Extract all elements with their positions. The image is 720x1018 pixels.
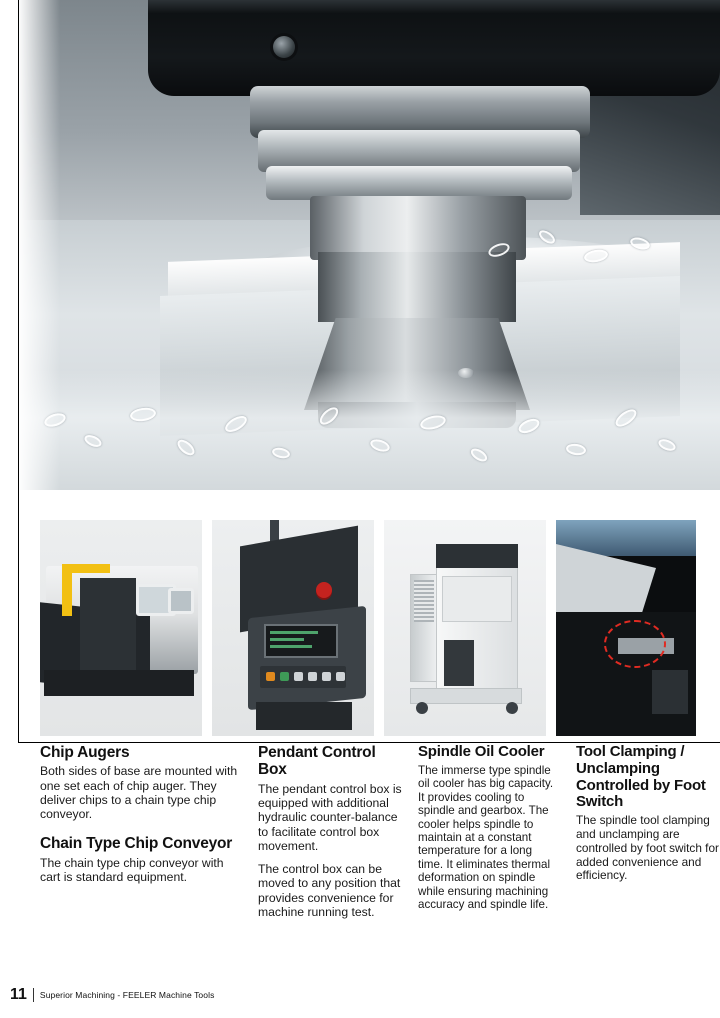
text-chain-type-chip-conveyor: The chain type chip conveyor with cart is standard equipment. bbox=[40, 855, 224, 885]
footer-caption: Superior Machining - FEELER Machine Tools bbox=[39, 990, 215, 1000]
column-tool-clamping bbox=[576, 744, 720, 892]
page-number: 11 bbox=[10, 986, 27, 1003]
feature-photo-strip bbox=[40, 520, 720, 736]
pendant-control-box-photo bbox=[212, 520, 374, 736]
hero-left-fade bbox=[18, 0, 60, 490]
heading-chain-type-chip-conveyor: Chain Type Chip Conveyor bbox=[40, 835, 233, 853]
hero-spindle-photo bbox=[18, 0, 720, 490]
chip-auger-machine-photo bbox=[40, 520, 202, 736]
column-chip-augers bbox=[40, 744, 240, 893]
column-spindle-oil-cooler bbox=[418, 744, 558, 921]
feature-text-columns bbox=[40, 744, 720, 994]
text-spindle-oil-cooler: The immerse type spindle oil cooler has big capacity. It provides cooling to spindle and gearbox. The cooler helps spindle to maintain at a constant temperature for a long time. It eliminates thermal deformation on spindle while ensuring machining accuracy and spindle life. bbox=[418, 763, 554, 912]
column-pendant-control-box bbox=[258, 744, 406, 928]
text-tool-clamping: The spindle tool clamping and unclamping are controlled by foot switch for added convenience and efficiency. bbox=[576, 813, 719, 883]
footer-divider bbox=[33, 988, 34, 1002]
heading-chip-augers: Chip Augers bbox=[40, 744, 130, 761]
chip-field bbox=[18, 370, 720, 490]
spindle-head-housing bbox=[148, 0, 720, 96]
text-chip-augers: Both sides of base are mounted with one set each of chip auger. They deliver chips to a chain type chip conveyor. bbox=[40, 764, 238, 822]
heading-pendant-control-box: Pendant Control Box bbox=[258, 744, 376, 779]
text-pendant-control-box-2: The control box can be moved to any position that provides convenience for machine running test. bbox=[258, 862, 401, 919]
spindle-oil-cooler-photo bbox=[384, 520, 546, 736]
page-footer bbox=[10, 984, 410, 1006]
spindle-ring bbox=[266, 166, 572, 200]
highlight-circle-annotation bbox=[604, 620, 666, 668]
page-left-rule bbox=[18, 0, 19, 742]
housing-bolt bbox=[273, 36, 295, 58]
text-pendant-control-box-1: The pendant control box is equipped with additional hydraulic counter-balance to facilitate control box movement. bbox=[258, 781, 402, 853]
tool-holder bbox=[318, 252, 516, 322]
heading-spindle-oil-cooler: Spindle Oil Cooler bbox=[418, 743, 545, 760]
foot-switch-tool-clamping-photo bbox=[556, 520, 696, 736]
heading-tool-clamping: Tool Clamping / Unclamping Controlled by Foot Switch bbox=[576, 743, 706, 811]
